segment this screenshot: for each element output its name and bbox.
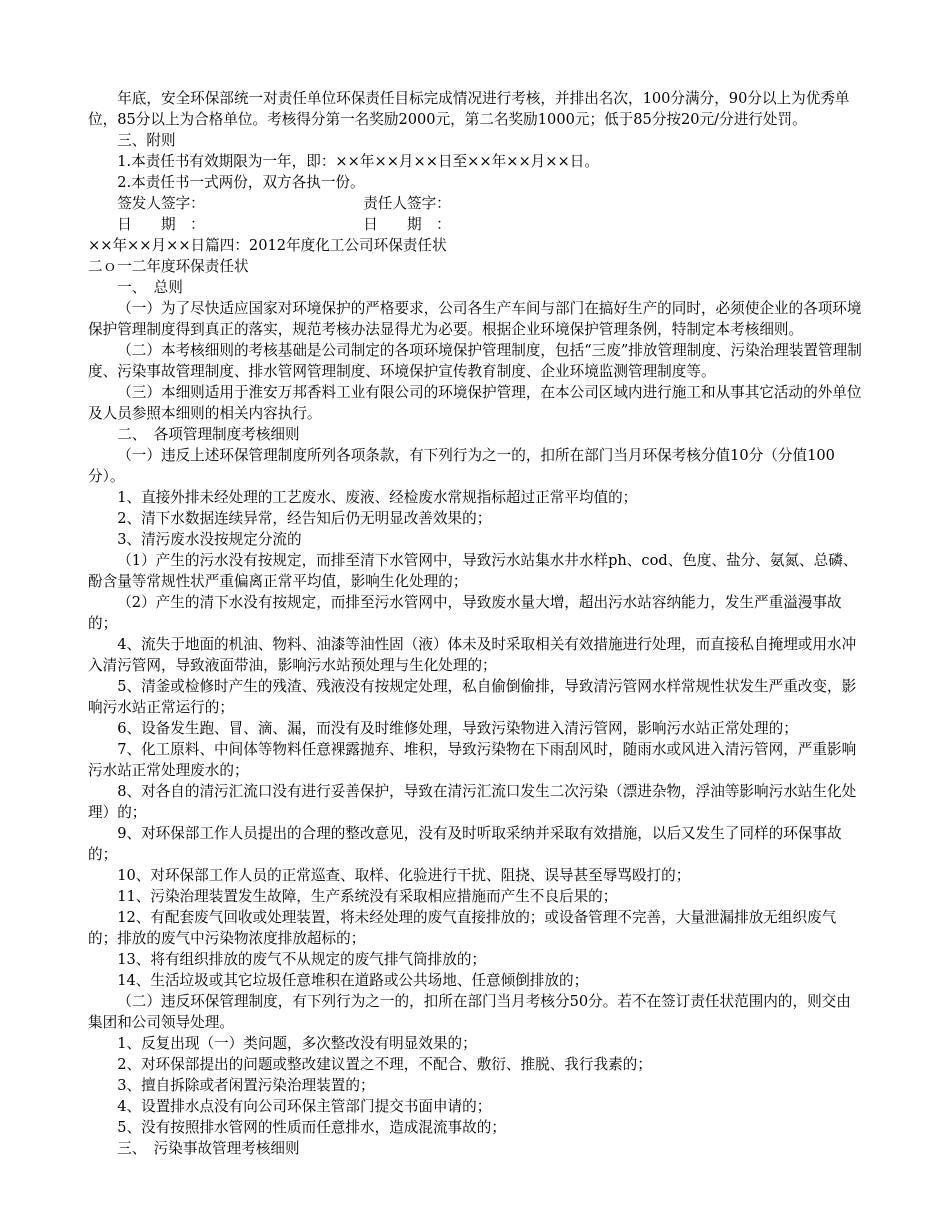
list-item: 1、反复出现（一）类问题，多次整改没有明显效果的； [117, 1035, 477, 1052]
signature-row [88, 193, 864, 214]
list-item: 13、将有组织排放的废气不从规定的废气排气筒排放的； [117, 951, 487, 968]
issuer-date-label: 日 期 ： [117, 216, 205, 233]
list-item: 2、对环保部提出的问题或整改建议置之不理，不配合、敷衍、推脱、我行我素的； [117, 1056, 652, 1073]
paragraph: 1.本责任书有效期限为一年，即：××年××月××日至××年××月××日。 [117, 153, 599, 170]
list-item: 6、设备发生跑、冒、滴、漏，而没有及时维修处理，导致污染物进入清污管网，影响污水站正常处理的； [117, 720, 798, 737]
list-item: 4、设置排水点没有向公司环保主管部门提交书面申请的； [117, 1098, 492, 1115]
paragraph: （一）为了尽快适应国家对环境保护的严格要求，公司各生产车间与部门在搞好生产的同时，必须使企业的各项环境保护管理制度得到真正的落实，规范考核办法显得尤为必要。根据企业环境保护管理条例，特制定本考核细则。 [88, 300, 862, 338]
date-row [88, 214, 864, 235]
document-title: 二ｏ一二年度环保责任状 [88, 258, 249, 275]
list-item: 9、对环保部工作人员提出的合理的整改意见，没有及时听取采纳并采取有效措施，以后又发生了同样的环保事故的； [88, 825, 842, 863]
list-item: 3、清污废水没按规定分流的 [117, 531, 302, 548]
responsible-date-label: 日 期 ： [363, 216, 451, 233]
list-item: 5、清釜或检修时产生的残渣、残液没有按规定处理，私自偷倒偷排，导致清污管网水样常规性状发生严重改变，影响污水站正常运行的； [88, 678, 857, 716]
list-item: 8、对各自的清污汇流口没有进行妥善保护，导致在清污汇流口发生二次污染（漂进杂物，浮油等影响污水站生化处理）的； [88, 783, 857, 821]
section-heading: 三、附则 [117, 132, 176, 149]
list-item: 14、生活垃圾或其它垃圾任意堆积在道路或公共场地、任意倾倒排放的； [117, 972, 589, 989]
list-item: 3、擅自拆除或者闲置污染治理装置的； [117, 1077, 375, 1094]
list-item: 11、污染治理装置发生故障，生产系统没有采取相应措施而产生不良后果的； [117, 888, 618, 905]
list-item: （2）产生的清下水没有按规定，而排至污水管网中，导致废水量大增，超出污水站容纳能力，发生严重溢漫事故的； [88, 594, 842, 632]
paragraph: （二）本考核细则的考核基础是公司制定的各项环境保护管理制度，包括“三废”排放管理制度、污染治理装置管理制度、污染事故管理制度、排水管网管理制度、环境保护宣传教育制度、企业环境监测管理制度等。 [88, 342, 862, 380]
list-item: （1）产生的污水没有按规定，而排至清下水管网中，导致污水站集水井水样ph、cod、色度、盐分、氨氮、总磷、酚含量等常规性状严重偏离正常平均值，影响生化处理的； [88, 552, 858, 590]
paragraph: 2.本责任书一式两份，双方各执一份。 [117, 174, 365, 191]
section-heading: 一、 总则 [117, 279, 183, 296]
list-item: 10、对环保部工作人员的正常巡查、取样、化验进行干扰、阻挠、误导甚至辱骂殴打的； [117, 867, 691, 884]
list-item: 12、有配套废气回收或处理装置，将未经处理的废气直接排放的；或设备管理不完善，大量泄漏排放无组织废气的；排放的废气中污染物浓度排放超标的； [88, 909, 837, 947]
section-heading: 二、 各项管理制度考核细则 [117, 426, 300, 443]
list-item: 5、没有按照排水管网的性质而任意排水，造成混流事故的； [117, 1119, 506, 1136]
paragraph: （一）违反上述环保管理制度所列各项条款，有下列行为之一的，扣所在部门当月环保考核分值10分（分值100分）。 [88, 447, 835, 485]
paragraph: 年底，安全环保部统一对责任单位环保责任目标完成情况进行考核，并排出名次，100分满分，90分以上为优秀单位，85分以上为合格单位。考核得分第一名奖励2000元，第二名奖励1000元；低于85分按20元/分进行处罚。 [88, 90, 850, 128]
paragraph: （三）本细则适用于淮安万邦香料工业有限公司的环境保护管理，在本公司区域内进行施工和从事其它活动的外单位及人员参照本细则的相关内容执行。 [88, 384, 862, 422]
issuer-signature-label: 签发人签字： [117, 195, 205, 212]
section-heading: 三、 污染事故管理考核细则 [117, 1140, 300, 1157]
list-item: 4、流失于地面的机油、物料、油漆等油性固（液）体未及时采取相关有效措施进行处理，而直接私自掩埋或用水冲入清污管网，导致液面带油，影响污水站预处理与生化处理的； [88, 636, 857, 674]
paragraph: （二）违反环保管理制度，有下列行为之一的，扣所在部门当月考核分50分。若不在签订责任状范围内的，则交由集团和公司领导处理。 [88, 993, 851, 1031]
list-item: 1、直接外排未经处理的工艺废水、废液、经检废水常规指标超过正常平均值的； [117, 489, 638, 506]
responsible-signature-label: 责任人签字： [363, 195, 451, 212]
list-item: 7、化工原料、中间体等物料任意裸露抛弃、堆积，导致污染物在下雨刮风时，随雨水或风进入清污管网，严重影响污水站正常处理废水的； [88, 741, 857, 779]
list-item: 2、清下水数据连续异常，经告知后仍无明显改善效果的； [117, 510, 492, 527]
article-title: ××年××月××日篇四：2012年度化工公司环保责任状 [88, 237, 447, 254]
